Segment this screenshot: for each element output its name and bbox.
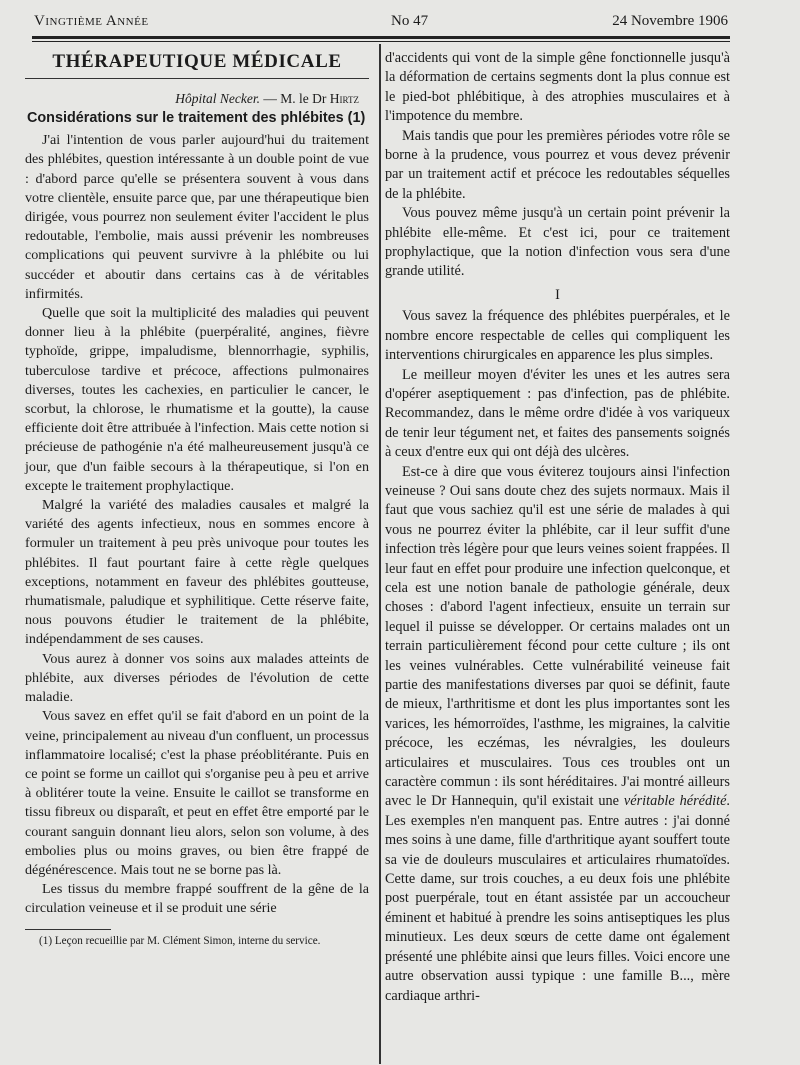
section-title: THÉRAPEUTIQUE MÉDICALE bbox=[25, 52, 369, 79]
paragraph: Vous savez en effet qu'il se fait d'abord en un point de la veine, principalement au niveau d'un confluent, un processus inflammatoire localisé; c'est la phase préoblitérante. Puis en ce point se forme un caillot qui s'organise peu à peu et arrive à oblitérer toute la veine. Ensuite le caillot se transforme en tissu fibreux ou disparaît, et peut en effet être emporté par le courant sanguin donnant lieu alors, selon son volume, à des embolies plus ou moins graves, ou bien être frappé de dégénérescence. Mais tout ne se borne pas là. bbox=[25, 708, 369, 878]
issue-number: No 47 bbox=[391, 13, 429, 29]
left-column bbox=[25, 44, 369, 948]
right-column bbox=[385, 49, 730, 1006]
author-name: Hirtz bbox=[329, 91, 359, 107]
paragraph: Vous pouvez même jusqu'à un certain point prévenir la phlébite elle-même. Et c'est ici, pour ce traitement prophylactique, que la notion d'infection vous sera d'une grande utilité. bbox=[385, 205, 730, 280]
paragraph-text: Est-ce à dire que vous éviterez toujours ainsi l'infection veineuse ? Oui sans doute chez des sujets normaux. Mais il faut que vous sachiez qu'il est une série de malades à qui vous ne pourrez éviter la phlébite, car il leur suffit d'une infection très légère pour que leurs veines soient frappées. Il leur faut en effet pour produire une infection quelconque, et cela est une notion banale de pathologie générale, deux choses : d'abord l'agent infectieux, ensuite un terrain sur lequel il puisse se développer. Or certains malades ont un terrain particulièrement fécond pour cette culture ; ils ont les veines vulnérables. Cette vulnérabilité veineuse fait partie des manifestations diverses par quoi se définit, faute de mieux, l'arthritisme et dont les plus importantes sont les varices, les hémorroïdes, l'asthme, les migraines, la calvitie précoce, les eczémas, les névralgies, les douleurs articulaires et musculaires. Tous ces troubles ont un caractère commun : ils sont héréditaires. J'ai montré ailleurs avec le Dr Hannequin, qu'il existait une bbox=[385, 463, 730, 810]
paragraph: Vous savez la fréquence des phlébites puerpérales, et le nombre encore respectable de celles qui compliquent les interventions chirurgicales en apparence les plus simples. bbox=[385, 308, 730, 364]
byline bbox=[25, 90, 369, 107]
page-header bbox=[34, 13, 728, 35]
volume-label: Vingtième Année bbox=[34, 13, 149, 29]
footnote-divider bbox=[25, 929, 111, 930]
italic-phrase: véritable hérédité bbox=[623, 793, 727, 810]
paragraph: d'accidents qui vont de la simple gêne fonctionnelle jusqu'à la déformation de certains segments dont la plus connue est le pied-bot phlébitique, à des atrophies musculaires et à l'impotence du membre. bbox=[385, 50, 730, 125]
author-prefix: — M. le Dr bbox=[260, 91, 330, 107]
paragraph bbox=[385, 463, 730, 1006]
footnote: (1) Leçon recueillie par M. Clément Simon, interne du service. bbox=[39, 934, 321, 947]
paragraph: Quelle que soit la multiplicité des maladies qui peuvent donner lieu à la phlébite (puerpéralité, angines, fièvre typhoïde, grippe, impaludisme, blennorrhagie, syphilis, tuberculose tardive et précoce, affections pulmonaires diverses, toutes les cachexies, en particulier le cancer, le scorbut, la chlorose, le rhumatisme et la goutte), la cause efficiente doit être attribuée à l'infection. Mais cette notion si précieuse de pathogénie n'a été malheureusement jusqu'à ce jour, que d'un faible secours à la thérapeutique, si l'on en excepte le traitement prophylactique. bbox=[25, 305, 369, 494]
header-rule-thin bbox=[32, 41, 730, 42]
paragraph: Le meilleur moyen d'éviter les unes et les autres sera d'opérer aseptiquement : pas d'infection, pas de phlébite. Recommandez, dans le même ordre d'idée à vos variqueux de tenir leur tégument net, et faites des pansements soignés à ceux d'entre eux qui ont déjà des ulcères. bbox=[385, 366, 730, 461]
issue-date: 24 Novembre 1906 bbox=[612, 13, 728, 29]
section-numeral: I bbox=[555, 286, 560, 303]
paragraph: Malgré la variété des maladies causales et malgré la variété des agents infectieux, nous en sommes encore à formuler un traitement à peu près univoque pour toutes les phlébites. Il faut pourtant faire à cette règle quelques exceptions, notamment en faveur des phlébites goutteuse, rhumatismale, paludique et syphilitique. Cette réserve faite, nous pouvons étudier le traitement de la phlébite, indépendamment de ses causes. bbox=[25, 497, 369, 648]
paragraph: J'ai l'intention de vous parler aujourd'hui du traitement des phlébites, question intéressante à un double point de vue : d'abord parce qu'elle se présentera souvent à vous dans votre clientèle, ensuite parce que, par une thérapeutique bien dirigée, vous pourrez non seulement éviter l'accident le plus redoutable, l'embolie, mais aussi prévenir les nombreuses complications qui peuvent survivre à la phlébite ou lui succéder et aboutir dans certains cas à de véritables infirmités. bbox=[25, 132, 369, 302]
paragraph: Les tissus du membre frappé souffrent de la gêne de la circulation veineuse et il se produit une série bbox=[25, 881, 369, 917]
header-rule-thick bbox=[32, 36, 730, 39]
column-divider bbox=[379, 44, 381, 1064]
article-title: Considérations sur le traitement des phlébites (1) bbox=[27, 110, 366, 127]
hospital-name: Hôpital Necker. bbox=[175, 91, 261, 107]
paragraph-text: . Les exemples n'en manquent pas. Entre autres : j'ai donné mes soins à une dame, fille d'arthritique ayant souffert toute sa vie de douleurs musculaires et articulaires rhumatoïdes. Cette dame, sur trois couches, a eu deux fois une phlébite post puerpérale, tout en étant assistée par un accoucheur éminent et habitué à prendre les soins antiseptiques les plus minutieux. Les deux sœurs de cette dame ont également présenté une phlébite ainsi que leurs filles. Voici encore une autre observation aussi typique : une famille B..., mère cardiaque arthri- bbox=[385, 793, 730, 1004]
paragraph: Vous aurez à donner vos soins aux malades atteints de phlébite, aux diverses périodes de l'évolution de cette maladie. bbox=[25, 650, 369, 706]
paragraph: Mais tandis que pour les premières périodes votre rôle se borne à la prudence, vous pourrez et vous devez prévenir par un traitement actif et précoce les redoutables séquelles de la phlébite. bbox=[385, 127, 730, 202]
